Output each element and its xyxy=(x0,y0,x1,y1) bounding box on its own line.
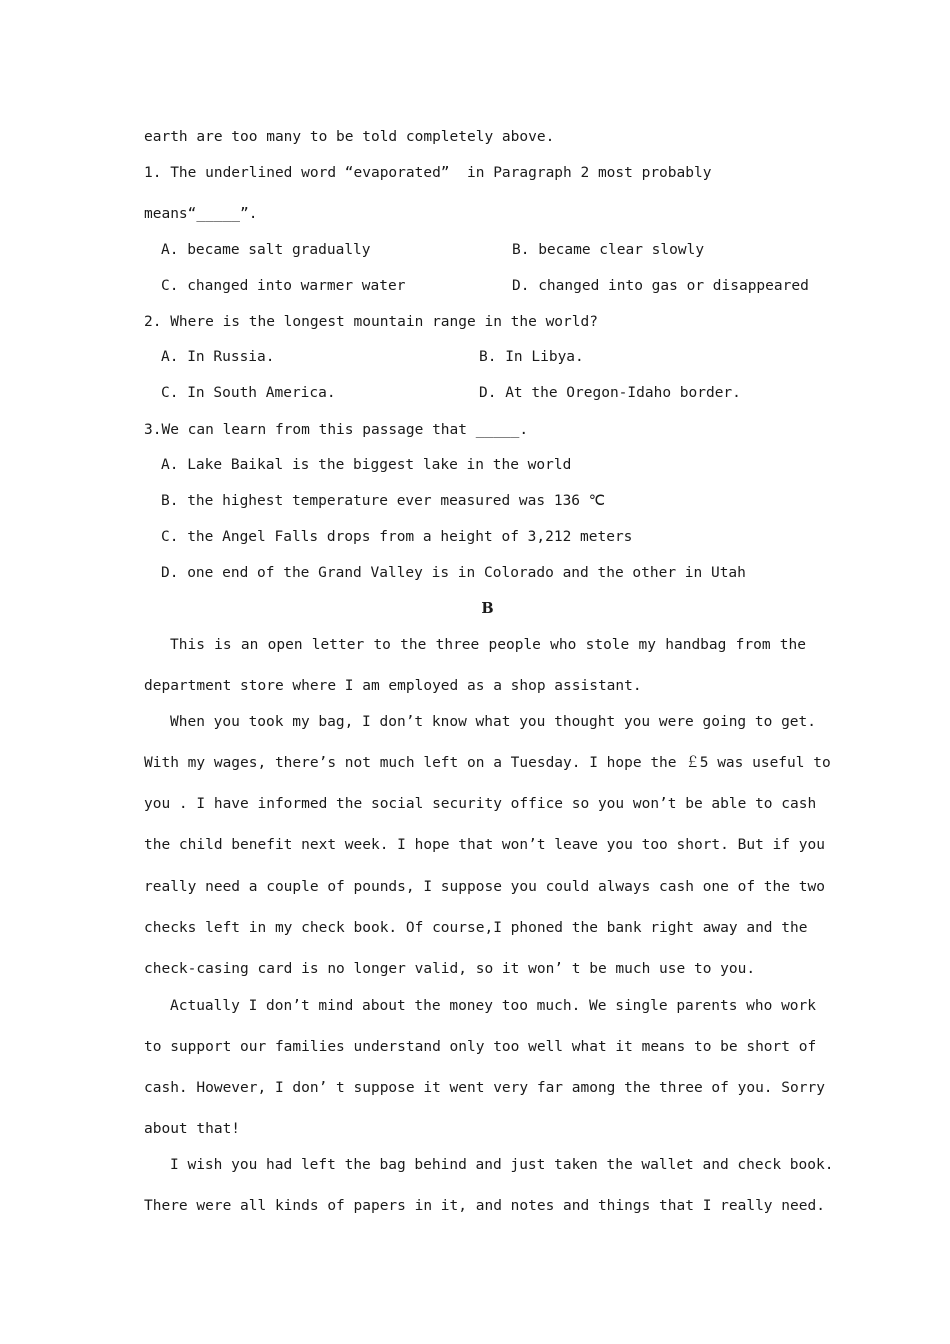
question-1-stem-cont: means“_____”. xyxy=(144,206,258,222)
question-3-stem: 3.We can learn from this passage that _____. xyxy=(144,422,529,438)
question-2-option-a: A. In Russia. xyxy=(161,349,275,365)
paragraph-1-line-1: This is an open letter to the three people who stole my handbag from the xyxy=(170,637,806,653)
question-1-option-a: A. became salt gradually xyxy=(161,242,371,258)
question-2-option-b: B. In Libya. xyxy=(479,349,584,365)
question-2-stem: 2. Where is the longest mountain range in the world? xyxy=(144,314,598,330)
section-b-heading: B xyxy=(481,600,494,617)
question-3-option-c: C. the Angel Falls drops from a height of 3,212 meters xyxy=(161,529,633,545)
paragraph-3-line-4: about that! xyxy=(144,1121,241,1137)
paragraph-3-line-2: to support our families understand only too well what it means to be short of xyxy=(144,1039,817,1055)
paragraph-3-line-3: cash. However, I don’ t suppose it went very far among the three of you. Sorry xyxy=(144,1080,825,1096)
question-3-option-d: D. one end of the Grand Valley is in Colorado and the other in Utah xyxy=(161,565,746,581)
question-3-option-b: B. the highest temperature ever measured was 136 ℃ xyxy=(161,493,606,509)
paragraph-4-line-2: There were all kinds of papers in it, and notes and things that I really need. xyxy=(144,1198,825,1214)
question-3-option-a: A. Lake Baikal is the biggest lake in the world xyxy=(161,457,572,473)
paragraph-2-line-7: check-casing card is no longer valid, so it won’ t be much use to you. xyxy=(144,961,756,977)
intro-tail-line: earth are too many to be told completely above. xyxy=(144,129,555,145)
paragraph-4-line-1: I wish you had left the bag behind and just taken the wallet and check book. xyxy=(170,1157,834,1173)
question-2-option-d: D. At the Oregon-Idaho border. xyxy=(479,385,741,401)
paragraph-2-line-3: you . I have informed the social security office so you won’t be able to cash xyxy=(144,796,817,812)
paragraph-1-line-2: department store where I am employed as a shop assistant. xyxy=(144,678,642,694)
paragraph-2-line-1: When you took my bag, I don’t know what you thought you were going to get. xyxy=(170,714,817,730)
question-1-option-c: C. changed into warmer water xyxy=(161,278,406,294)
paragraph-3-line-1: Actually I don’t mind about the money too much. We single parents who work xyxy=(170,998,817,1014)
paragraph-2-line-4: the child benefit next week. I hope that won’t leave you too short. But if you xyxy=(144,837,825,853)
paragraph-2-line-5: really need a couple of pounds, I suppose you could always cash one of the two xyxy=(144,879,825,895)
question-2-option-c: C. In South America. xyxy=(161,385,336,401)
paragraph-2-line-2: With my wages, there’s not much left on a Tuesday. I hope the ￡5 was useful to xyxy=(144,755,831,771)
question-1-stem: 1. The underlined word “evaporated” in Paragraph 2 most probably xyxy=(144,165,712,181)
paragraph-2-line-6: checks left in my check book. Of course,I phoned the bank right away and the xyxy=(144,920,808,936)
question-1-option-d: D. changed into gas or disappeared xyxy=(512,278,809,294)
question-1-option-b: B. became clear slowly xyxy=(512,242,705,258)
